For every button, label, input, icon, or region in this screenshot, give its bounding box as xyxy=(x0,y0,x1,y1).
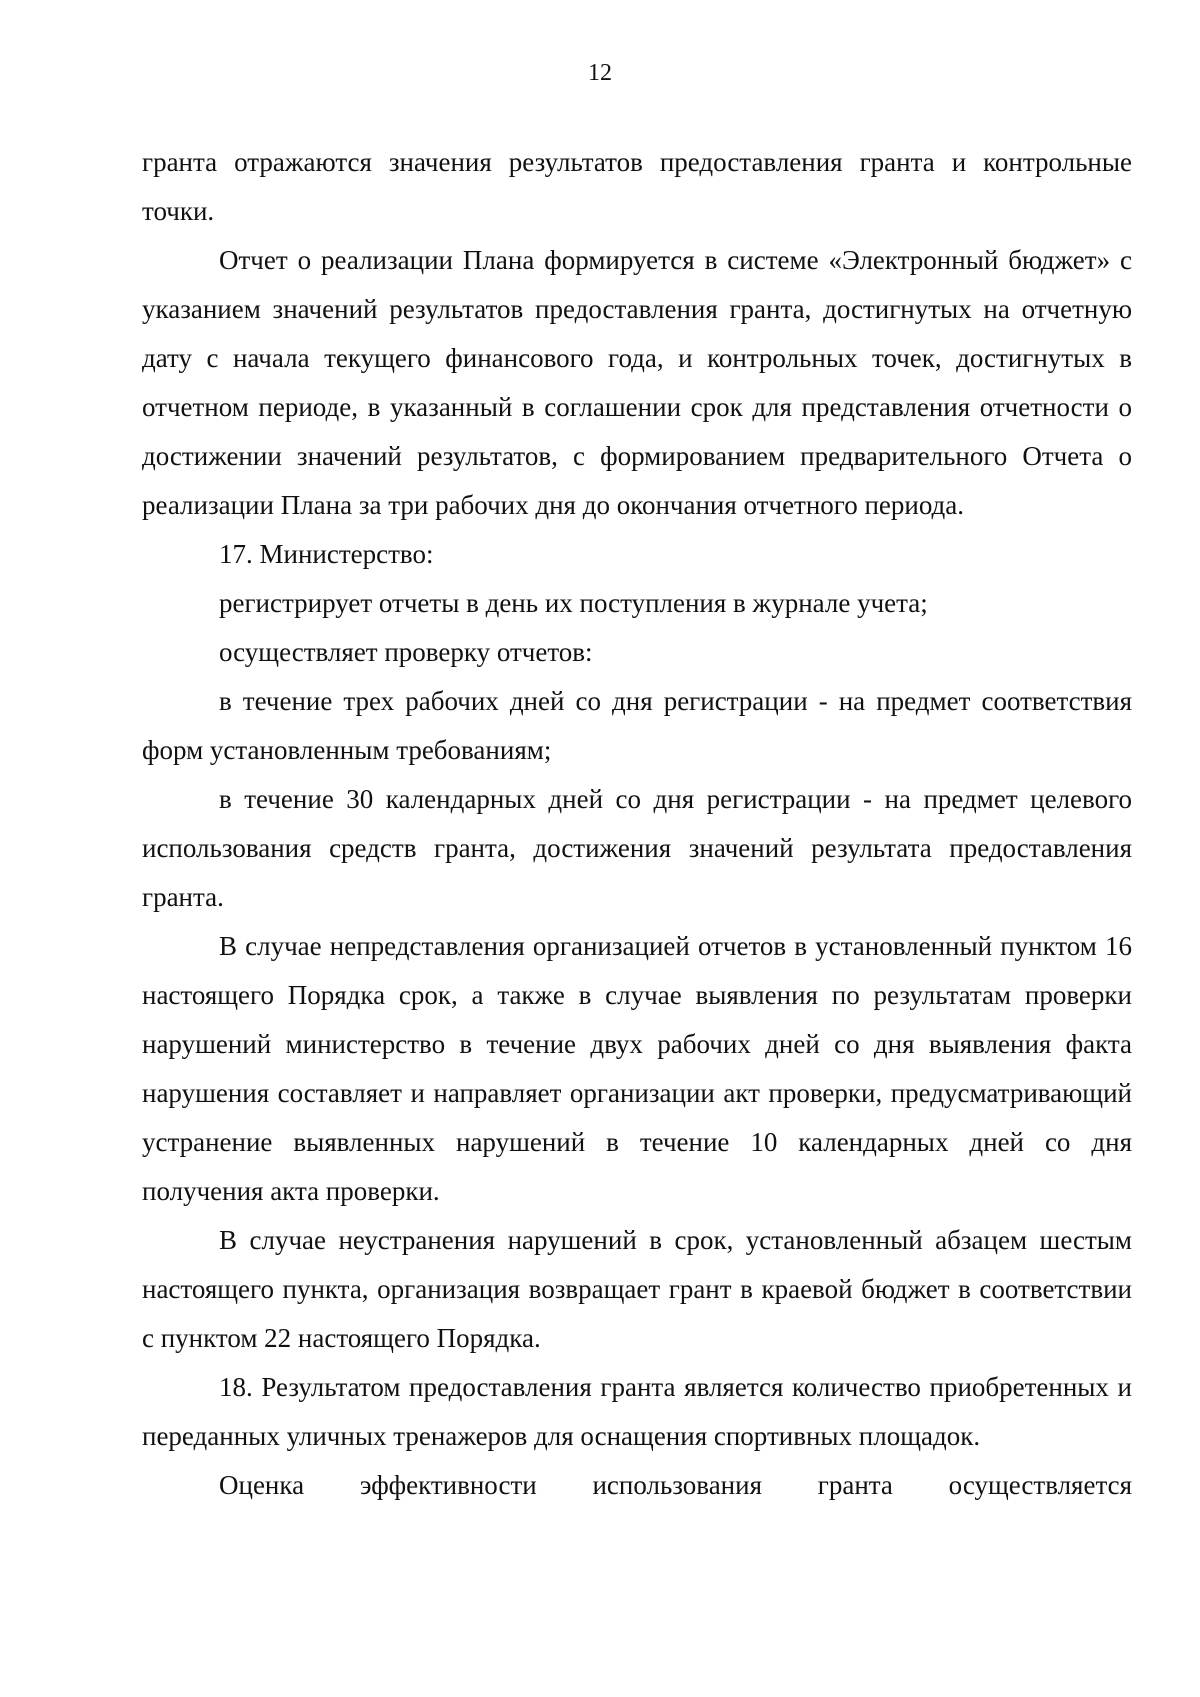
paragraph-registers-reports: регистрирует отчеты в день их поступления в журнале учета; xyxy=(219,588,928,618)
page-number: 12 xyxy=(588,60,612,86)
document-body xyxy=(142,138,1132,1510)
paragraph-checks-reports: осуществляет проверку отчетов: xyxy=(219,637,593,667)
paragraph-continuation: гранта отражаются значения результатов предоставления гранта и контрольные точки. xyxy=(142,147,1132,226)
paragraph-thirty-days-check: в течение 30 календарных дней со дня регистрации - на предмет целевого использования средств гранта, достижения значений результата предоставления гранта. xyxy=(142,784,1132,912)
paragraph-clause-17: 17. Министерство: xyxy=(219,539,434,569)
paragraph-efficiency-assessment: Оценка эффективности использования гранта осуществляется xyxy=(219,1470,1132,1500)
paragraph-report-plan: Отчет о реализации Плана формируется в системе «Электронный бюджет» с указанием значений результатов предоставления гранта, достигнутых на отчетную дату с начала текущего финансового года, и контрольных точек, достигнутых в отчетном периоде, в указанный в соглашении срок для представления отчетности о достижении значений результатов, с формированием предварительного Отчета о реализации Плана за три рабочих дня до окончания отчетного периода. xyxy=(142,245,1132,520)
paragraph-non-elimination: В случае неустранения нарушений в срок, установленный абзацем шестым настоящего пункта, организация возвращает грант в краевой бюджет в соответствии с пунктом 22 настоящего Порядка. xyxy=(142,1225,1132,1353)
paragraph-clause-18: 18. Результатом предоставления гранта является количество приобретенных и переданных уличных тренажеров для оснащения спортивных площадок. xyxy=(142,1372,1132,1451)
paragraph-three-days-check: в течение трех рабочих дней со дня регистрации - на предмет соответствия форм установленным требованиям; xyxy=(142,686,1132,765)
paragraph-non-submission: В случае непредставления организацией отчетов в установленный пунктом 16 настоящего Порядка срок, а также в случае выявления по результатам проверки нарушений министерство в течение двух рабочих дней со дня выявления факта нарушения составляет и направляет организации акт проверки, предусматривающий устранение выявленных нарушений в течение 10 календарных дней со дня получения акта проверки. xyxy=(142,931,1132,1206)
